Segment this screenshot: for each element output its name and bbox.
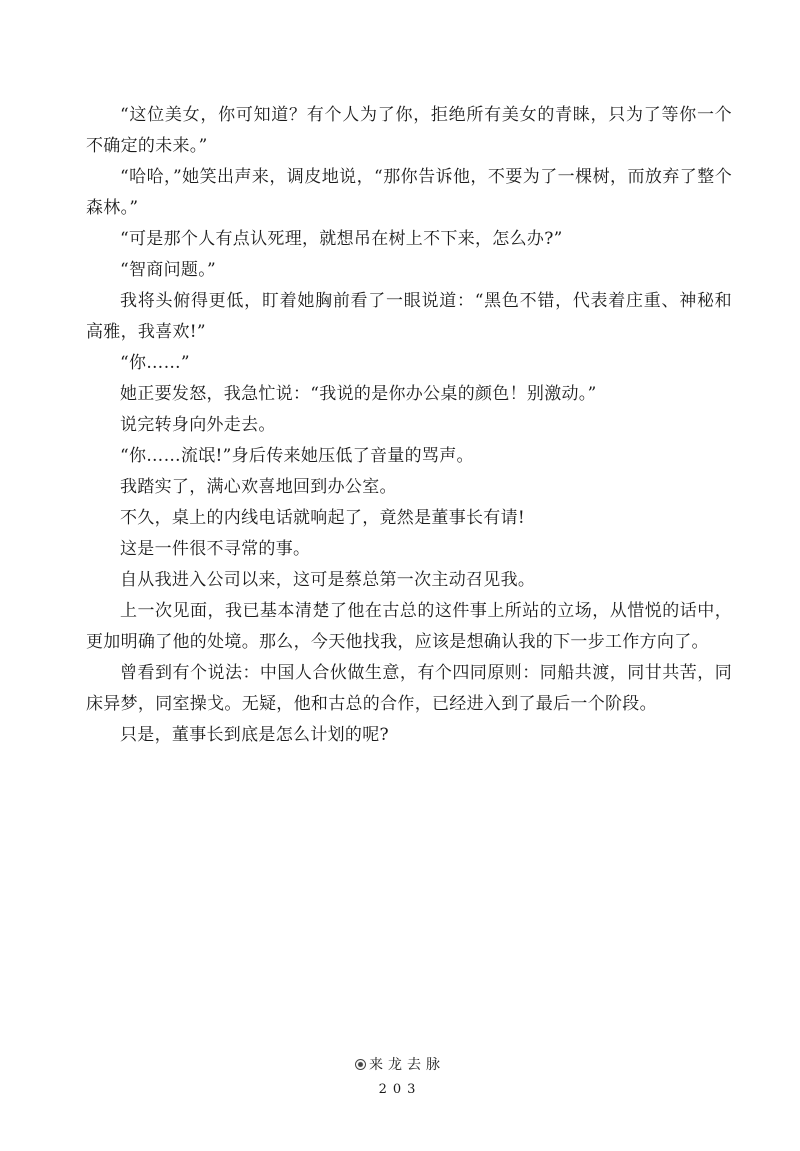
running-footer (0, 1054, 800, 1074)
book-title: 来龙去脉 (369, 1057, 445, 1073)
paragraph: 曾看到有个说法：中国人合伙做生意，有个四同原则：同船共渡，同甘共苦，同床异梦，同室操戈。无疑，他和古总的合作，已经进入到了最后一个阶段。 (86, 663, 732, 714)
ornament-icon (355, 1059, 366, 1070)
paragraph: 说完转身向外走去。 (120, 415, 276, 435)
paragraph: 这是一件很不寻常的事。 (120, 539, 311, 559)
paragraph: “你……” (120, 353, 190, 373)
paragraph: 我将头俯得更低，盯着她胸前看了一眼说道：“黑色不错，代表着庄重、神秘和高雅，我喜欢!” (86, 291, 732, 342)
paragraph: 我踏实了，满心欢喜地回到办公室。 (120, 477, 397, 497)
paragraph: 自从我进入公司以来，这可是蔡总第一次主动召见我。 (120, 570, 536, 590)
paragraph: 只是，董事长到底是怎么计划的呢? (120, 725, 389, 745)
page-number: 203 (378, 1082, 422, 1097)
paragraph: 不久，桌上的内线电话就响起了，竟然是董事长有请! (120, 508, 526, 528)
paragraph: “你……流氓!”身后传来她压低了音量的骂声。 (120, 446, 474, 466)
paragraph: “这位美女，你可知道？有个人为了你，拒绝所有美女的青睐，只为了等你一个不确定的未来。” (86, 105, 732, 156)
paragraph: “可是那个人有点认死理，就想吊在树上不下来，怎么办?” (120, 229, 563, 249)
paragraph: “智商问题。” (120, 260, 216, 280)
paragraph: “哈哈，”她笑出声来，调皮地说，“那你告诉他，不要为了一棵树，而放弃了整个森林。” (86, 167, 732, 218)
paragraph: 她正要发怒，我急忙说：“我说的是你办公桌的颜色！别激动。” (120, 384, 597, 404)
body-text (86, 100, 732, 751)
paragraph: 上一次见面，我已基本清楚了他在古总的这件事上所站的立场，从惜悦的话中，更加明确了他的处境。那么，今天他找我，应该是想确认我的下一步工作方向了。 (86, 601, 732, 652)
